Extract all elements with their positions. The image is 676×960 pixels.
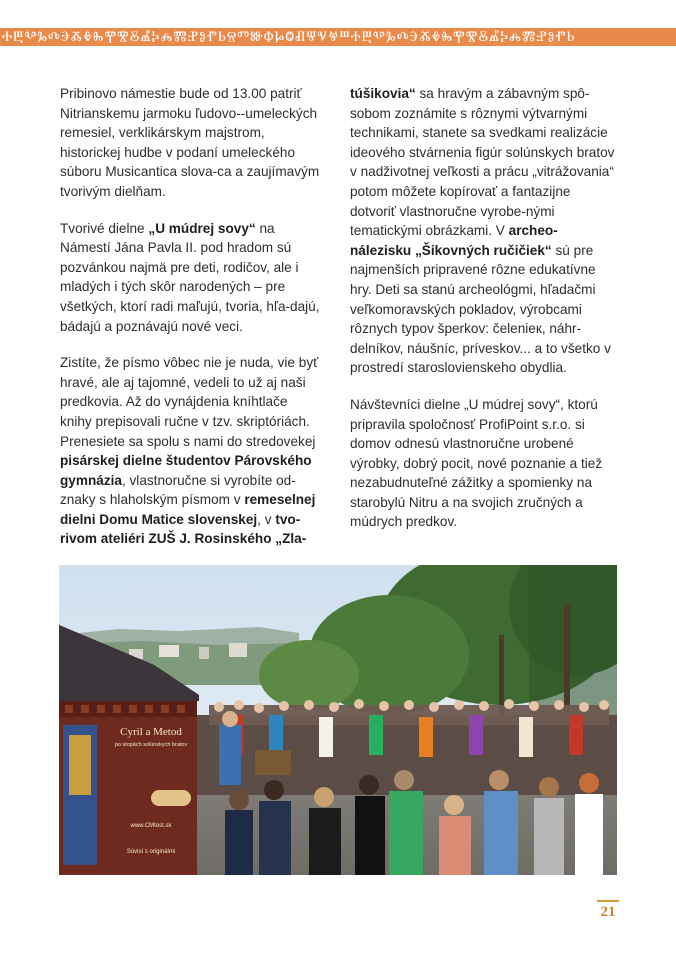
text-column-right	[350, 84, 618, 549]
paragraph: Tvorivé dielne „U múdrej sovy“ na Námestí Jána Pavla II. pod hradom sú pozvánkou najmä pre deti, rodičov, ale i mladých i tých skôr narodených – pre všetkých, ktorí radi maľujú, tvoria, hľa-dajú, bádajú a poznávajú nové veci.	[60, 220, 320, 334]
paragraph: túšikovia“ sa hravým a zábavným spô-sobom zoznámite s rôznymi výtvarnými technikami, stanete sa svedkami realizácie ideového stvárnenia figúr solúnskych bratov v nadživotnej veľkosti a prácu „vitrážovania“ potom môžete kopírovať a fantazijne dotvoriť vlastnoručne vyrobe-nými tematickými obrázkami. V archeo-nálezisku „Šikovných ručičiek“ sú pre najmenších pripravené rôzne edukatívne hry. Deti sa stanú archeológmi, hľadačmi veľkomoravských pokladov, výrobcami rôznych typov šperkov: čelenieк, náhr-delníkov, náušníc, príveskov... a to všetko v prostredí staroslovienskeho obydlia.	[350, 86, 615, 376]
page-number: 21	[597, 900, 619, 921]
glagolitic-text: ⰀⰁⰂⰃⰄⰅⰆⰇⰈⰉⰊⰋⰌⰍⰎⰏⰐⰑⰒⰓⰔⰕⰖⰗⰘⰙⰚⰛⰜⰝⰞⰀⰁⰂⰃⰄⰅⰆⰇⰈⰉⰊⰋⰌⰍⰎⰏⰐⰑⰒⰓ	[2, 29, 576, 45]
text-column-left	[60, 84, 322, 566]
event-photo	[59, 565, 617, 875]
banner-url: www.CMtest.sk	[130, 823, 172, 829]
header-decoration	[0, 0, 676, 48]
paragraph: Pribinovo námestie bude od 13.00 patriť Nitrianskemu jarmoku ľudovo--umeleckých remesiel, verklikárskym majstrom, historickej hudbe v podaní umeleckého súboru Musicantica slova-ca a zaujímavým tvorivým dielňam.	[60, 86, 320, 199]
paragraph: Zistíte, že písmo vôbec nie je nuda, vie byť hravé, ale aj tajomné, vedeli to už aj naši predkovia. Až do vynájdenia kníhtlače knihy prepisovali ručne v tzv. skriptóriách. Prenesiete sa spolu s nami do stredovekej pisárskej dielne študentov Párovského gymnázia, vlastnoručne si vyrobíte od-znaky s hlaholským písmom v remeselnej dielni Domu Matice slovenskej, v tvo-rivom ateliéri ZUŠ J. Rosinského „Zla-	[60, 355, 319, 547]
banner-title: Cyril a Metod	[120, 726, 182, 738]
banner-subtitle: po stopách solúnskych bratov	[114, 742, 188, 748]
banner-footer: Súvisí s originálmi	[126, 849, 176, 855]
paragraph: Návštevníci dielne „U múdrej sovy“, ktorú pripravila spoločnosť ProfiPoint s.r.o. si domov odnesú vlastnoručne urobené výrobky, dobrý pocit, nové poznanie a tiež nezabudnuteľné zážitky a spomienky na starobylú Nitru a na svojich zručných a múdrych predkov.	[350, 396, 603, 530]
